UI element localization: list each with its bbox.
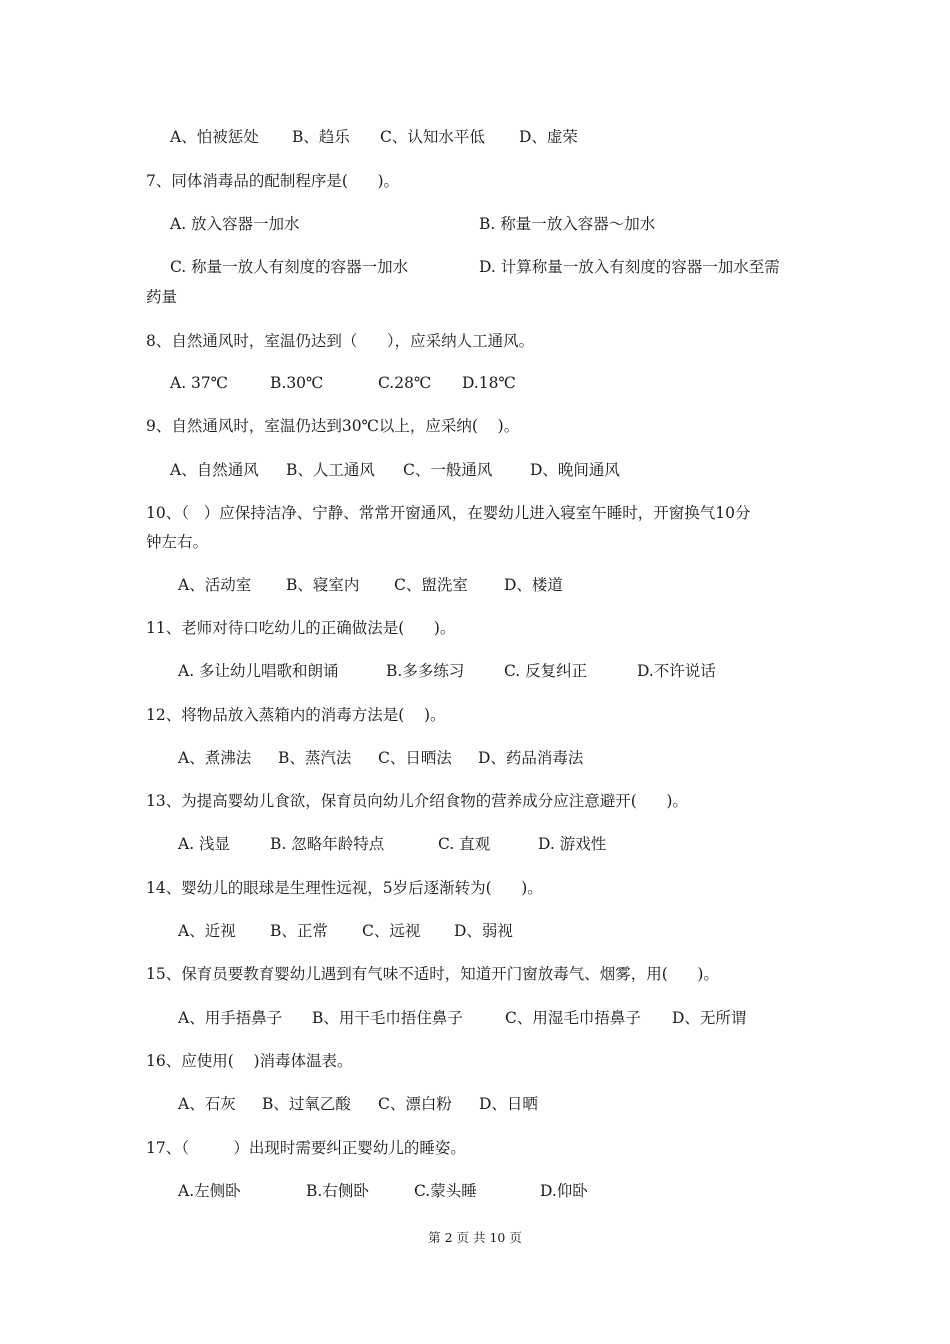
- q10-option-c: C、盥洗室: [394, 576, 468, 594]
- q12-option-c: C、日晒法: [378, 749, 452, 767]
- q9-option-a: A、自然通风: [170, 461, 259, 479]
- q7-option-c: C. 称量一放人有刻度的容器一加水: [170, 258, 409, 276]
- q10-option-d: D、楼道: [504, 576, 563, 594]
- q10-stem-continued: 钟左右。: [146, 533, 209, 551]
- q17-stem: 17、（ ）出现时需要纠正婴幼儿的睡姿。: [146, 1139, 466, 1157]
- q10-option-b: B、寝室内: [286, 576, 360, 594]
- q7-option-b: B. 称量一放入容器～加水: [479, 215, 656, 233]
- q10-option-a: A、活动室: [178, 576, 252, 594]
- q15-option-d: D、无所谓: [672, 1009, 747, 1027]
- q14-option-b: B、正常: [270, 922, 328, 940]
- page-footer: 第 2 页 共 10 页: [428, 1230, 522, 1245]
- q7-stem: 7、同体消毒品的配制程序是( )。: [146, 172, 400, 190]
- q15-option-c: C、用湿毛巾捂鼻子: [505, 1009, 641, 1027]
- q16-option-c: C、漂白粉: [378, 1095, 452, 1113]
- q12-stem: 12、将物品放入蒸箱内的消毒方法是( )。: [146, 706, 446, 724]
- q17-option-c: C.蒙头睡: [414, 1182, 477, 1200]
- q11-option-b: B.多多练习: [386, 662, 465, 680]
- q8-option-a: A. 37℃: [170, 374, 229, 392]
- q13-option-d: D. 游戏性: [538, 835, 607, 853]
- q14-option-a: A、近视: [178, 922, 236, 940]
- q13-stem: 13、为提高婴幼儿食欲，保育员向幼儿介绍食物的营养成分应注意避开( )。: [146, 792, 688, 810]
- q17-option-b: B.右侧卧: [306, 1182, 369, 1200]
- q11-option-c: C. 反复纠正: [504, 662, 588, 680]
- q8-option-b: B.30℃: [270, 374, 324, 392]
- q9-option-d: D、晚间通风: [530, 461, 620, 479]
- q13-option-b: B. 忽略年龄特点: [270, 835, 385, 853]
- q16-option-d: D、日晒: [479, 1095, 538, 1113]
- q7-option-d-continued: 药量: [146, 288, 178, 306]
- q8-option-d: D.18℃: [462, 374, 516, 392]
- q17-option-d: D.仰卧: [540, 1182, 588, 1200]
- q11-stem: 11、老师对待口吃幼儿的正确做法是( )。: [146, 619, 456, 637]
- q9-option-b: B、人工通风: [286, 461, 375, 479]
- q9-stem: 9、自然通风时，室温仍达到30℃以上，应采纳( )。: [146, 417, 520, 435]
- q14-option-c: C、远视: [362, 922, 421, 940]
- q13-option-a: A. 浅显: [178, 835, 231, 853]
- q6-option-c: C、认知水平低: [380, 128, 485, 146]
- q11-option-a: A. 多让幼儿唱歌和朗诵: [178, 662, 339, 680]
- q7-option-a: A. 放入容器一加水: [170, 215, 300, 233]
- q17-option-a: A.左侧卧: [178, 1182, 241, 1200]
- q11-option-d: D.不许说话: [637, 662, 716, 680]
- q12-option-a: A、煮沸法: [178, 749, 252, 767]
- q10-stem: 10、（ ）应保持洁净、宁静、常常开窗通风，在婴幼儿进入寝室午睡时，开窗换气10分: [146, 504, 751, 522]
- q16-stem: 16、应使用( )消毒体温表。: [146, 1052, 353, 1070]
- q8-stem: 8、自然通风时，室温仍达到（ ），应采纳人工通风。: [146, 332, 535, 350]
- q15-option-b: B、用干毛巾捂住鼻子: [312, 1009, 463, 1027]
- q15-option-a: A、用手捂鼻子: [178, 1009, 283, 1027]
- q12-option-b: B、蒸汽法: [278, 749, 352, 767]
- q16-option-a: A、石灰: [178, 1095, 236, 1113]
- q14-stem: 14、婴幼儿的眼球是生理性远视，5岁后逐渐转为( )。: [146, 879, 543, 897]
- q14-option-d: D、弱视: [454, 922, 513, 940]
- q12-option-d: D、药品消毒法: [478, 749, 584, 767]
- q16-option-b: B、过氧乙酸: [262, 1095, 351, 1113]
- q6-option-b: B、趋乐: [292, 128, 350, 146]
- q7-option-d: D. 计算称量一放入有刻度的容器一加水至需: [479, 258, 780, 276]
- q6-option-d: D、虚荣: [519, 128, 578, 146]
- q13-option-c: C. 直观: [438, 835, 491, 853]
- q15-stem: 15、保育员要教育婴幼儿遇到有气味不适时，知道开门窗放毒气、烟雾，用( )。: [146, 965, 719, 983]
- q9-option-c: C、一般通风: [403, 461, 493, 479]
- q8-option-c: C.28℃: [378, 374, 432, 392]
- q6-option-a: A、怕被惩处: [170, 128, 259, 146]
